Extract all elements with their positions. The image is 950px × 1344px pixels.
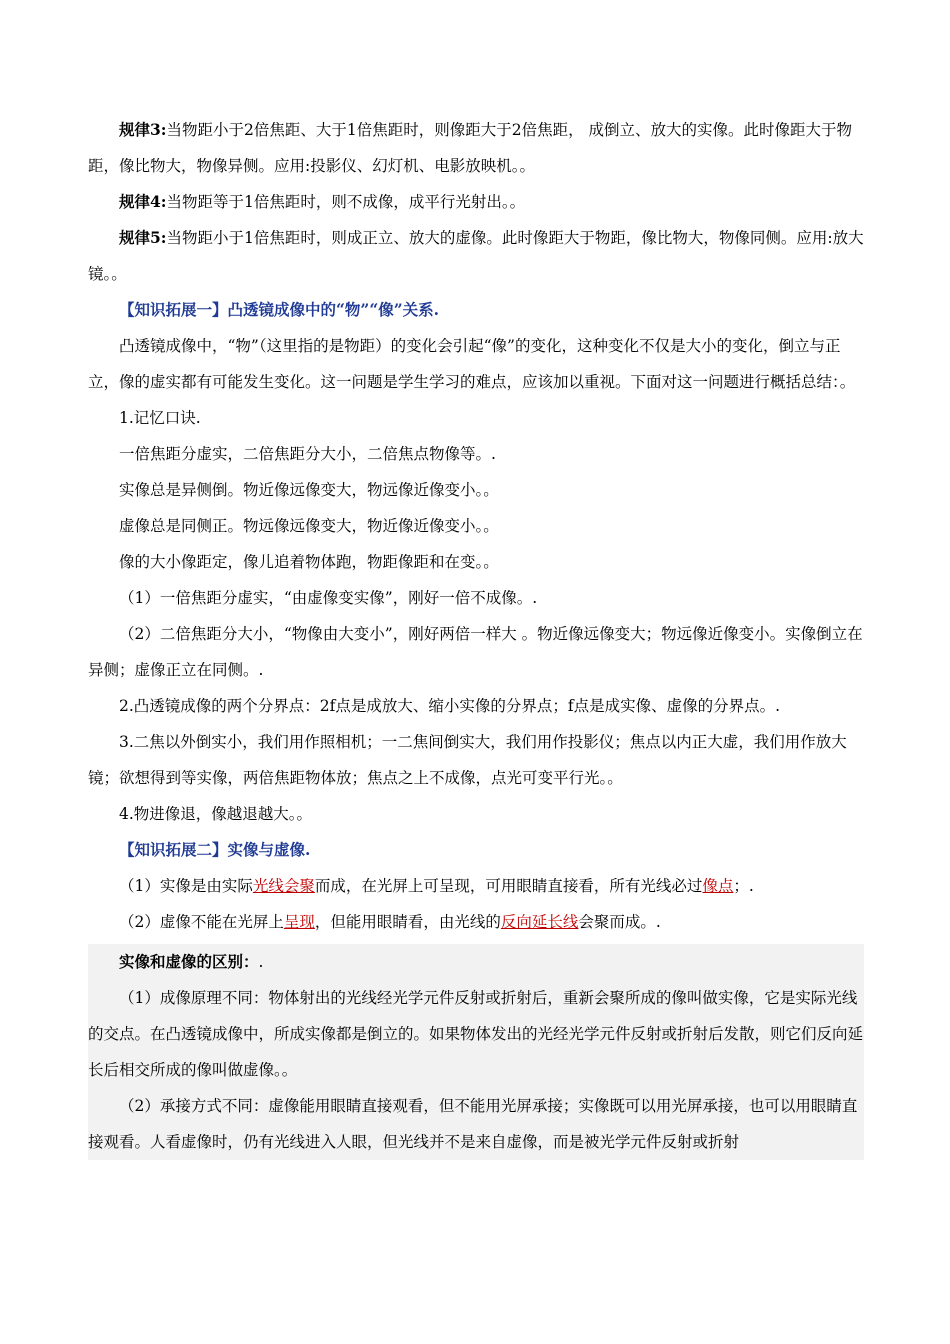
mnemonic-line-2: 实像总是异侧倒。物近像远像变大，物远像近像变小。。 (119, 481, 499, 499)
object-image-motion-paragraph: 4.物进像退，像越退越大。。 (119, 805, 313, 823)
real-image-middle: 而成，在光屏上可呈现，可用眼睛直接看，所有光线必过 (314, 877, 703, 895)
real-image-paragraph (88, 868, 864, 904)
mnemonic-line-3: 虚像总是同侧正。物远像远像变大，物近像近像变小。。 (119, 517, 499, 535)
extension-1-heading: 【知识拓展一】凸透镜成像中的“物”“像”关系. (119, 300, 440, 319)
difference-method-paragraph: （2）承接方式不同：虚像能用眼睛直接观看，但不能用光屏承接；实像既可以用光屏承接，也可以用眼睛直接观看。人看虚像时，仍有光线进入人眼，但光线并不是来自虚像，而是被光学元件反射或折射 (88, 1097, 858, 1151)
document-body (88, 112, 864, 1160)
rule-4-label: 规律4: (119, 192, 167, 211)
virtual-image-suffix: 会聚而成。. (578, 913, 661, 931)
lens-uses-paragraph: 3.二焦以外倒实小，我们用作照相机；一二焦间倒实大，我们用作投影仪；焦点以内正大虚，我们用作放大镜；欲想得到等实像，两倍焦距物体放；焦点之上不成像，点光可变平行光。。 (88, 733, 847, 787)
real-image-suffix: ；. (733, 877, 754, 895)
mnemonic-note-2: （2）二倍焦距分大小，“物像由大变小”，刚好两倍一样大 。物近像远像变大；物远像近像变小。实像倒立在异侧；虚像正立在同侧。. (88, 625, 863, 679)
image-point-link[interactable]: 像点 (702, 877, 734, 895)
present-link[interactable]: 呈现 (283, 913, 315, 931)
rule-4-paragraph (88, 184, 864, 220)
rule-5-label: 规律5: (119, 228, 167, 247)
difference-heading-text: 实像和虚像的区别： (119, 952, 259, 971)
rule-5-paragraph (88, 220, 864, 292)
extension-1-intro: 凸透镜成像中，“物”（这里指的是物距）的变化会引起“像”的变化，这种变化不仅是大小的变化，倒立与正立，像的虚实都有可能发生变化。这一问题是学生学习的难点，应该加以重视。下面对这一问题进行概括总结：。 (88, 337, 856, 391)
mnemonic-heading: 1.记忆口诀. (119, 409, 201, 427)
rule-3-paragraph (88, 112, 864, 184)
mnemonic-line-4: 像的大小像距定，像儿追着物体跑，物距像距和在变。。 (119, 553, 499, 571)
difference-shaded-block (88, 944, 864, 1160)
rule-3-text: 当物距小于2倍焦距、大于1倍焦距时，则像距大于2倍焦距， 成倒立、放大的实像。此时像距大于物距，像比物大，物像异侧。应用:投影仪、幻灯机、电影放映机。。 (88, 121, 853, 175)
reverse-extension-link[interactable]: 反向延长线 (500, 913, 579, 931)
rule-4-text: 当物距等于1倍焦距时，则不成像，成平行光射出。。 (166, 193, 526, 211)
extension-2-heading: 【知识拓展二】实像与虚像. (119, 840, 311, 859)
difference-principle-paragraph: （1）成像原理不同：物体射出的光线经光学元件反射或折射后，重新会聚所成的像叫做实像，它是实际光线的交点。在凸透镜成像中，所成实像都是倒立的。如果物体发出的光经光学元件反射或折射后发散，则它们反向延长后相交所成的像叫做虚像。。 (88, 989, 864, 1079)
virtual-image-prefix: （2）虚像不能在光屏上 (119, 913, 284, 931)
difference-heading-mark: . (258, 953, 264, 971)
mnemonic-note-1: （1）一倍焦距分虚实，“由虚像变实像”，刚好一倍不成像。. (119, 589, 538, 607)
virtual-image-middle: ，但能用眼睛看，由光线的 (314, 913, 501, 931)
rule-3-label: 规律3: (119, 120, 167, 139)
light-converge-link[interactable]: 光线会聚 (252, 877, 315, 895)
rule-5-text: 当物距小于1倍焦距时，则成正立、放大的虚像。此时像距大于物距，像比物大，物像同侧。应用:放大镜。。 (88, 229, 864, 283)
real-image-prefix: （1）实像是由实际 (119, 877, 253, 895)
boundary-points-paragraph: 2.凸透镜成像的两个分界点：2f点是成放大、缩小实像的分界点；f点是成实像、虚像的分界点。. (119, 697, 781, 715)
difference-heading (88, 944, 864, 980)
mnemonic-line-1: 一倍焦距分虚实，二倍焦距分大小，二倍焦点物像等。. (119, 445, 496, 463)
virtual-image-paragraph (88, 904, 864, 940)
